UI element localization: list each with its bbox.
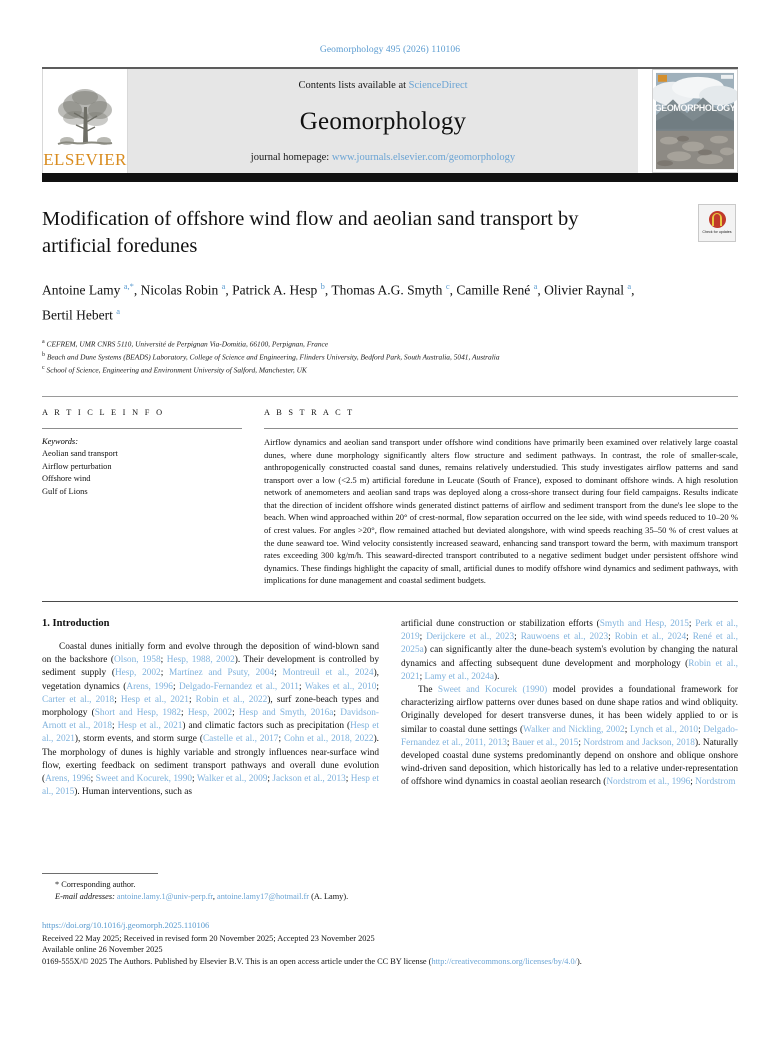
elsevier-tree-icon bbox=[54, 85, 116, 151]
journal-title: Geomorphology bbox=[299, 107, 467, 135]
elsevier-logo bbox=[42, 69, 128, 173]
body-columns bbox=[42, 618, 738, 799]
footnote-rule bbox=[42, 873, 158, 874]
affiliation-marker: a bbox=[42, 339, 45, 345]
keyword-item: Aeolian sand transport bbox=[42, 449, 118, 459]
title-block bbox=[42, 206, 738, 376]
intro-paragraph-right-1: artificial dune construction or stabilization efforts (Smyth and Hesp, 2015; Perk et al., 2019; Derijckere et al., 2023; Rauwoens et al., 2023; Robin et al., 2024; René et al., 2025a) can significantly alter the dune-beach system's evolution by changing the natural dynamics and affecting subsequent dune development and morphology (Robin et al., 2021; Lamy et al., 2024a). bbox=[401, 619, 738, 682]
abstract-text: Airflow dynamics and aeolian sand transport under offshore wind conditions have primarily been examined over relatively large coastal dunes, where dune morphology significantly alters flow structure and sediment pathways. In contrast, the role of smaller-scale, anthropogenically constructed coastal sand dunes, remains relatively understudied. This study investigates airflow patterns and sand transport over a low (<2.5 m) artificial foredune in Leucate (South of France), exposed to dominant offshore winds. A high resolution network of anemometers and aeolian sand traps was deployed along a cross-shore transect during four field campaigns. Results indicate that the direction of incident offshore winds generated distinct patterns of airflow and sediment transport from the dune's lee slope to the beach. When wind approached within 20° of crest-normal, flow separation occurred on the lee side, with wind speeds reduced to 10–20 % of crest values. For angles >20°, flow remained attached but deviated alongshore, with wind speeds reaching 35–50 % of crest values at the dune seaward toe. Wind velocity consistently increased seaward, enhancing sand transport toward the berm, with maximum transport rates exceeding 300 kg/m/h. This seaward-directed transport contributed to a negative sediment budget under persistent offshore wind dynamics. These findings highlight the capacity of small, artificial dunes to modify offshore wind dynamics and sediment pathways, with implications for dune management and coastal sediment budgets. bbox=[264, 436, 738, 586]
keywords-label: Keywords: bbox=[42, 436, 78, 446]
copyright-suffix: ). bbox=[576, 957, 582, 967]
journal-cover-thumbnail bbox=[652, 69, 738, 173]
abstract-column bbox=[264, 408, 738, 587]
email-suffix: (A. Lamy). bbox=[309, 891, 349, 901]
info-abstract-section bbox=[42, 396, 738, 587]
email-line bbox=[42, 891, 738, 903]
journal-masthead bbox=[42, 67, 738, 173]
affiliation-item bbox=[42, 337, 738, 350]
masthead-black-bar bbox=[42, 173, 738, 182]
cover-artwork bbox=[653, 70, 737, 172]
keyword-item: Offshore wind bbox=[42, 474, 91, 484]
contents-line bbox=[298, 80, 467, 91]
affiliation-marker: b bbox=[42, 351, 45, 358]
affiliation-text: School of Science, Engineering and Environment University of Salford, Manchester, UK bbox=[46, 365, 307, 375]
article-info-rule bbox=[42, 428, 242, 429]
crossmark-icon bbox=[709, 211, 726, 228]
email-link-primary[interactable]: antoine.lamy.1@univ-perp.fr bbox=[116, 891, 213, 901]
homepage-line bbox=[251, 152, 515, 163]
affiliation-item bbox=[42, 350, 738, 363]
abstract-rule bbox=[264, 428, 738, 429]
doi-block bbox=[42, 915, 738, 968]
page-title: Modification of offshore wind flow and aeolian sand transport by artificial foredunes bbox=[42, 208, 579, 257]
corresponding-marker: * bbox=[55, 879, 60, 889]
email-separator: , bbox=[212, 891, 218, 901]
author-list: Antoine Lamy $^{a,*}$, Nicolas Robin $^a$, Patrick A. Hesp $^b$, Thomas A.G. Smyth $^c$, Camille René $^a$, Olivier Raynal $^a$, Bertil Hebert $^a$ bbox=[42, 281, 635, 322]
homepage-prefix: journal homepage: bbox=[250, 152, 332, 163]
section-heading-introduction: 1. Introduction bbox=[42, 618, 110, 630]
keyword-item: Gulf of Lions bbox=[42, 486, 88, 496]
intro-paragraph-left: Coastal dunes initially form and evolve through the deposition of wind-blown sand on the backshore (Olson, 1958; Hesp, 1988, 2002). Their development is controlled by sediment supply (Hesp, 2002; Martínez and Psuty, 2004; Montreuil et al., 2024), vegetation dynamics (Arens, 1996; Delgado-Fernandez et al., 2011; Wakes et al., 2010; Carter et al., 2018; Hesp et al., 2021; Robin et al., 2022), surf zone-beach types and morphology (Short and Hesp, 1982; Hesp, 2002; Hesp and Smyth, 2016a; Davidson-Arnott et al., 2018; Hesp et al., 2021) and climatic factors such as precipitation (Hesp et al., 2021), storm events, and storm surge (Castelle et al., 2017; Cohn et al., 2018, 2022). The morphology of dunes is highly variable and strongly influences near-surface wind flow, exerting feedback on sediment transport pathways and overall dune evolution (Arens, 1996; Sweet and Kocurek, 1990; Walker et al., 2009; Jackson et al., 2013; Hesp et al., 2015). Human interventions, such as bbox=[42, 642, 379, 798]
article-info-column bbox=[42, 408, 242, 587]
affiliation-list bbox=[42, 337, 738, 376]
affiliation-text: Beach and Dune Systems (BEADS) Laboratory, College of Science and Engineering, Flinders University, Bedford Park, South Australia, 5041, Australia bbox=[46, 352, 500, 362]
article-info-heading: A R T I C L E I N F O bbox=[42, 407, 165, 417]
elsevier-wordmark: ELSEVIER bbox=[43, 150, 127, 169]
masthead-center bbox=[128, 69, 638, 173]
keyword-item: Airflow perturbation bbox=[42, 461, 112, 471]
corresponding-author-line bbox=[42, 879, 738, 891]
page-footer bbox=[42, 873, 738, 968]
affiliation-marker: c bbox=[42, 364, 45, 371]
abstract-heading: A B S T R A C T bbox=[264, 407, 355, 417]
sciencedirect-link[interactable]: ScienceDirect bbox=[408, 80, 468, 91]
copyright-line bbox=[42, 956, 738, 968]
copyright-text: 0169-555X/© 2025 The Authors. Published by Elsevier B.V. This is an open access article under the CC BY license ( bbox=[42, 957, 432, 967]
body-column-left bbox=[42, 618, 379, 799]
available-online: Available online 26 November 2025 bbox=[42, 945, 163, 955]
body-column-right bbox=[401, 618, 738, 799]
affiliation-item bbox=[42, 363, 738, 376]
corresponding-label: Corresponding author. bbox=[61, 879, 136, 889]
crossmark-badge[interactable] bbox=[698, 204, 736, 242]
journal-homepage-link[interactable]: www.journals.elsevier.com/geomorphology bbox=[331, 152, 516, 163]
publication-dates: Received 22 May 2025; Received in revised form 20 November 2025; Accepted 23 November 2025 bbox=[42, 933, 375, 943]
email-link-secondary[interactable]: antoine.lamy17@hotmail.fr bbox=[217, 891, 309, 901]
crossmark-label: Check for updates bbox=[702, 230, 732, 235]
intro-paragraph-right-2: The Sweet and Kocurek (1990) model provides a foundational framework for characterizing airflow patterns over dunes based on dune shape ratios and wind obliquity. Originally developed for desert transverse dunes, it has been widely applied to or is similar to coastal dune settings (Walker and Nickling, 2002; Lynch et al., 2010; Delgado-Fernandez et al., 2011, 2013; Bauer et al., 2015; Nordstrom and Jackson, 2018). Naturally developed coastal dune systems predominantly depend on onshore and oblique onshore wind-driven sand deposition, which historically has led to a relative under-representation of offshore wind dynamics in coastal aeolian research (Nordstrom et al., 1996; Nordstrom bbox=[401, 685, 738, 788]
email-label: E-mail addresses: bbox=[55, 891, 115, 901]
running-head: Geomorphology 495 (2026) 110106 bbox=[319, 45, 461, 55]
svg-text:GEOMORPHOLOGY: GEOMORPHOLOGY bbox=[654, 103, 736, 114]
contents-prefix: Contents lists available at bbox=[298, 80, 409, 91]
section-divider bbox=[42, 601, 738, 602]
doi-link[interactable]: https://doi.org/10.1016/j.geomorph.2025.110106 bbox=[42, 919, 210, 930]
affiliation-text: CEFREM, UMR CNRS 5110, Université de Perpignan Via-Domitia, 66100, Perpignan, France bbox=[46, 339, 329, 349]
cc-license-link[interactable]: http://creativecommons.org/licenses/by/4.0/ bbox=[431, 957, 577, 967]
